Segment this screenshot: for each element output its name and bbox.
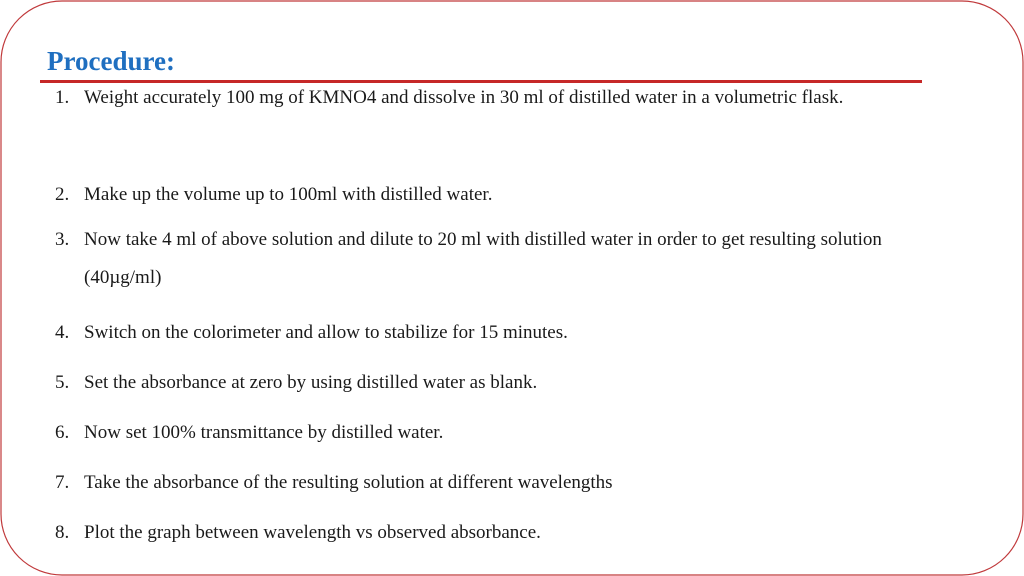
step-text: Make up the volume up to 100ml with distilled water. [84, 184, 493, 205]
step-text: Now set 100% transmittance by distilled water. [84, 422, 444, 443]
step-number: 8. [55, 522, 70, 543]
step-text: Set the absorbance at zero by using distilled water as blank. [84, 372, 538, 393]
step-number: 7. [55, 472, 70, 493]
page-title: Procedure: [47, 46, 175, 76]
step-text: Plot the graph between wavelength vs observed absorbance. [84, 522, 541, 543]
step-number: 2. [55, 184, 70, 205]
step-text: Weight accurately 100 mg of KMNO4 and dissolve in 30 ml of distilled water in a volumetric flask. [84, 87, 844, 108]
step-number: 4. [55, 322, 70, 343]
step-number: 5. [55, 372, 70, 393]
step-number: 3. [55, 229, 70, 250]
step-text: Now take 4 ml of above solution and dilute to 20 ml with distilled water in order to get resulting solution (40µg/ml) [84, 229, 882, 288]
step-text: Take the absorbance of the resulting solution at different wavelengths [84, 472, 613, 493]
step-number: 6. [55, 422, 70, 443]
step-number: 1. [55, 87, 70, 108]
step-text: Switch on the colorimeter and allow to stabilize for 15 minutes. [84, 322, 568, 343]
